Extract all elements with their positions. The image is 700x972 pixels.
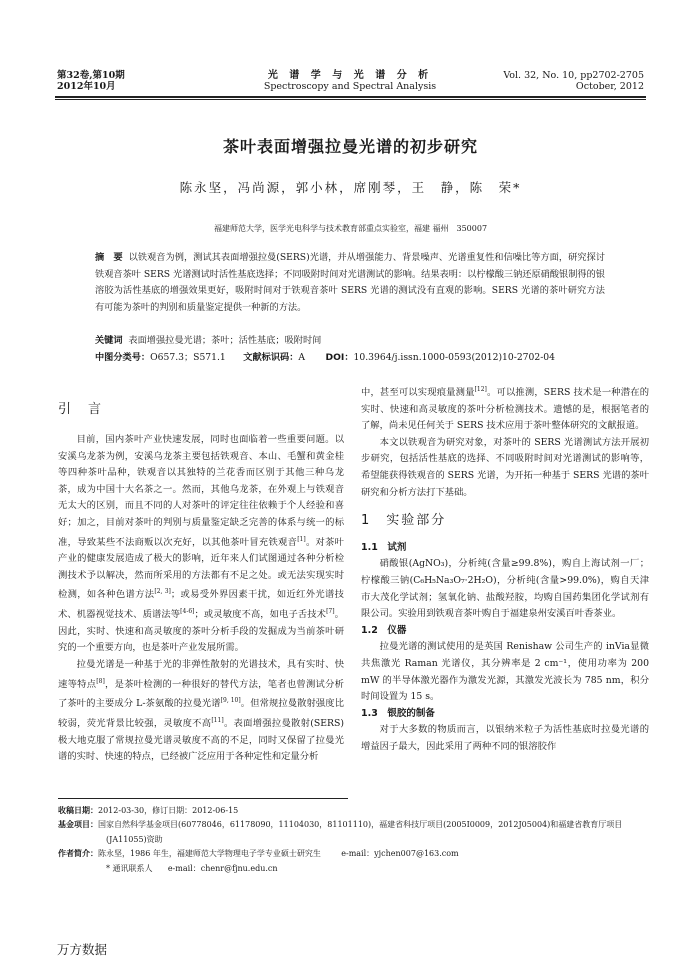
author-info <box>58 847 653 861</box>
intro-paragraph-1 <box>58 432 344 657</box>
right-paragraph-1 <box>361 382 649 435</box>
received-value: 2012-03-30，修订日期：2012-06-15 <box>98 806 239 815</box>
intro-p2-text-c: 。但常规拉曼散射强度比较弱，荧光背景比较强，灵敏度不高 <box>58 698 344 730</box>
right-p1-text-a: 中，甚至可以实现痕量测量 <box>361 387 475 399</box>
citation: [9, 10] <box>220 697 241 705</box>
header-volume-cn: 第32卷,第10期 <box>57 70 125 81</box>
affiliation: 福建师范大学，医学光电科学与技术教育部重点实验室，福建 福州 350007 <box>213 224 488 233</box>
abstract <box>95 250 605 316</box>
header-date-cn: 2012年10月 <box>57 81 116 92</box>
header-date-en: October, 2012 <box>575 81 644 92</box>
intro-p1-text-d: ；或灵敏度不高，如电子舌技术 <box>194 609 327 621</box>
journal-name-en: Spectroscopy and Spectral Analysis <box>263 81 437 92</box>
journal-name-cn: 光 谱 学 与 光 谱 分 析 <box>267 70 433 81</box>
author-info-label: 作者简介： <box>58 849 98 859</box>
intro-body <box>58 432 344 766</box>
classification-line <box>95 350 615 367</box>
section-1-3-text: 对于大多数的物质而言，以银纳米粒子为活性基底时拉曼光谱的增益因子最大，因此采用了两种不同的银溶胶作 <box>361 724 649 752</box>
section-1-2-heading: 1.2 仪器 <box>361 624 407 636</box>
intro-p2-text-b: ，是茶叶检测的一种很好的替代方法，笔者也曾测试分析了茶叶的主要成分 L-茶氨酸的拉曼光谱 <box>58 678 344 710</box>
right-column <box>361 382 649 756</box>
section-1-1-text: 硝酸银(AgNO₃)，分析纯(含量≥99.8%)，购自上海试剂一厂；柠檬酸三钠(C₆H₅Na₃O₇·2H₂O)，分析纯(含量>99.0%)，购自天津市大茂化学试剂；氢氧化钠、盐酸羟胺，均购自国药集团化学试剂有限公司。实验用到铁观音茶叶购自于福建泉州安溪百叶香茶业。 <box>361 558 649 620</box>
author-email: e-mail：yjchen007@163.com <box>341 849 459 859</box>
citation: [8] <box>96 677 105 685</box>
corresponding-author <box>58 862 653 876</box>
intro-p1-text-c: ；或易受外界因素干扰，如近红外光谱技术、机器视觉技术、质谱法等 <box>58 589 344 621</box>
intro-p1-text: 目前，国内茶叶产业快速发展，同时也面临着一些重要问题。以安溪乌龙茶为例，安溪乌龙茶主要包括铁观音、本山、毛蟹和黄金桂等四种茶叶品种，铁观音以其独特的兰花香而区别于其他三种乌龙茶，成为中国十大名茶之一。然而，其他乌龙茶，在外观上与铁观音无太大的区别，而且不同的人对茶叶的评定往往依赖于个人经验和喜好；加之，目前对茶叶的判别与质量鉴定缺乏完善的体系与统一的标准，导致某些不法商贩以次充好，以其他茶叶冒充铁观音 <box>58 434 344 548</box>
header-rule <box>55 96 646 98</box>
intro-p1-text-e: 。因此，实时、快速和高灵敏度的茶叶分析手段的发掘成为当前茶叶研究的一个重要方向，也是茶叶产业发展所需。 <box>58 609 344 654</box>
right-p1-text-b: 。可以推测，SERS 技术是一种潜在的实时、快速和高灵敏度的茶叶分析检测技术。遗憾的是，根据笔者的了解，尚未见任何关于 SERS 技术应用于茶叶整体研究的文献报道。 <box>361 387 649 432</box>
corresponding-email: e-mail：chenr@fjnu.edu.cn <box>167 863 278 873</box>
clc-label: 中图分类号： <box>95 351 151 363</box>
keywords-block <box>95 333 615 366</box>
intro-heading: 引 言 <box>58 402 104 417</box>
author-list: 陈永坚，冯尚源，郭小林，席刚琴，王 静，陈 荣* <box>179 180 522 195</box>
section-1-2-text: 拉曼光谱的测试使用的是英国 Renishaw 公司生产的 inVia显微共焦激光 Raman 光谱仪，其分辨率是 2 cm⁻¹，使用功率为 200 mW 的半导体激光器作为激发光源，其激发光波长为 785 nm，积分时间设置为 15 s。 <box>361 641 649 703</box>
paper-title: 茶叶表面增强拉曼光谱的初步研究 <box>222 137 478 156</box>
keywords-text: 表面增强拉曼光谱；茶叶；活性基底；吸附时间 <box>128 335 322 346</box>
fund-info <box>58 818 653 847</box>
header-vol-en: Vol. 32, No. 10, pp2702-2705 <box>503 70 644 81</box>
keywords-label: 关键词 <box>95 335 123 346</box>
right-paragraph-2: 本文以铁观音为研究对象，对茶叶的 SERS 光谱测试方法开展初步研究，包括活性基底的选择、不同吸附时间对光谱测试的影响等，希望能获得铁观音的 SERS 光谱，为开拓一种基于 SERS 光谱的茶叶研究和分析方法打下基础。 <box>361 436 649 498</box>
corresponding-label: * 通讯联系人 <box>106 863 153 873</box>
citation: [2, 3] <box>154 588 171 596</box>
clc-value: O657.3；S571.1 <box>150 351 226 363</box>
intro-p2-text-a: 拉曼光谱是一种基于光的非弹性散射的光谱技术，具有实时、快速等特点 <box>58 659 344 690</box>
received-date <box>58 804 653 818</box>
header-volume-en <box>503 70 644 92</box>
section-1-3-heading: 1.3 银胶的制备 <box>361 707 435 719</box>
doc-code-label: 文献标识码： <box>243 351 299 363</box>
header-journal <box>230 70 470 92</box>
fund-value: 国家自然科学基金项目(60778046，61178090，11104030，81101110)，福建省科技厅项目(2005I0009，2012J05004)和福建省教育厅项目(JA11055)资助 <box>98 820 623 844</box>
section-1-1-heading: 1.1 试剂 <box>361 541 407 553</box>
header-rule-thin <box>55 99 646 100</box>
doi-value: 10.3964/j.issn.1000-0593(2012)10-2702-04 <box>353 351 555 363</box>
citation: [7] <box>326 608 335 616</box>
footnote-rule <box>58 798 348 799</box>
intro-p1-text-b: 。对茶叶产业的健康发展造成了极大的影响，近年来人们试图通过各种分析检测技术予以解决，然而所采用的方法都有不足之处。或无法实现实时检测，如各种色谱方法 <box>58 536 344 601</box>
header-volume <box>57 70 125 92</box>
footnotes <box>58 804 653 876</box>
doi-label: DOI： <box>325 351 354 363</box>
doc-code-value: A <box>298 351 306 363</box>
citation: [12] <box>474 386 487 393</box>
section-1-heading: 1 实验部分 <box>361 513 447 529</box>
citation: [11] <box>211 716 224 724</box>
received-label: 收稿日期： <box>58 806 98 815</box>
abstract-text: 以铁观音为例，测试其表面增强拉曼(SERS)光谱，并从增强能力、背景噪声、光谱重复性和信噪比等方面，研究探讨铁观音茶叶 SERS 光谱测试时活性基底选择；不同吸附时间对光谱测试的影响。结果表明：以柠檬酸三钠还原硝酸银制得的银溶胶为活性基底的增强效果更好，吸附时间对于铁观音茶叶 SERS 光谱的测试没有直观的影响。SERS 光谱的茶叶研究方法有可能为茶叶的判别和质量鉴定提供一种新的方法。 <box>95 252 605 313</box>
citation: [4-6] <box>180 608 195 616</box>
abstract-label: 摘 要 <box>95 252 123 263</box>
fund-label: 基金项目： <box>58 820 98 830</box>
author-info-value: 陈永坚，1986 年生，福建师范大学物理电子学专业硕士研究生 <box>98 849 321 859</box>
intro-paragraph-2 <box>58 657 344 766</box>
citation: [1] <box>297 535 306 543</box>
intro-p2-text-d: 。表面增强拉曼散射(SERS)极大地克服了常规拉曼光谱灵敏度不高的不足，同时又保留了拉曼光谱的实时、快速的特点，已经被广泛应用于各种定性和定量分析 <box>58 718 344 763</box>
watermark-text: 万方数据 <box>57 942 108 957</box>
keywords-line <box>95 333 615 350</box>
